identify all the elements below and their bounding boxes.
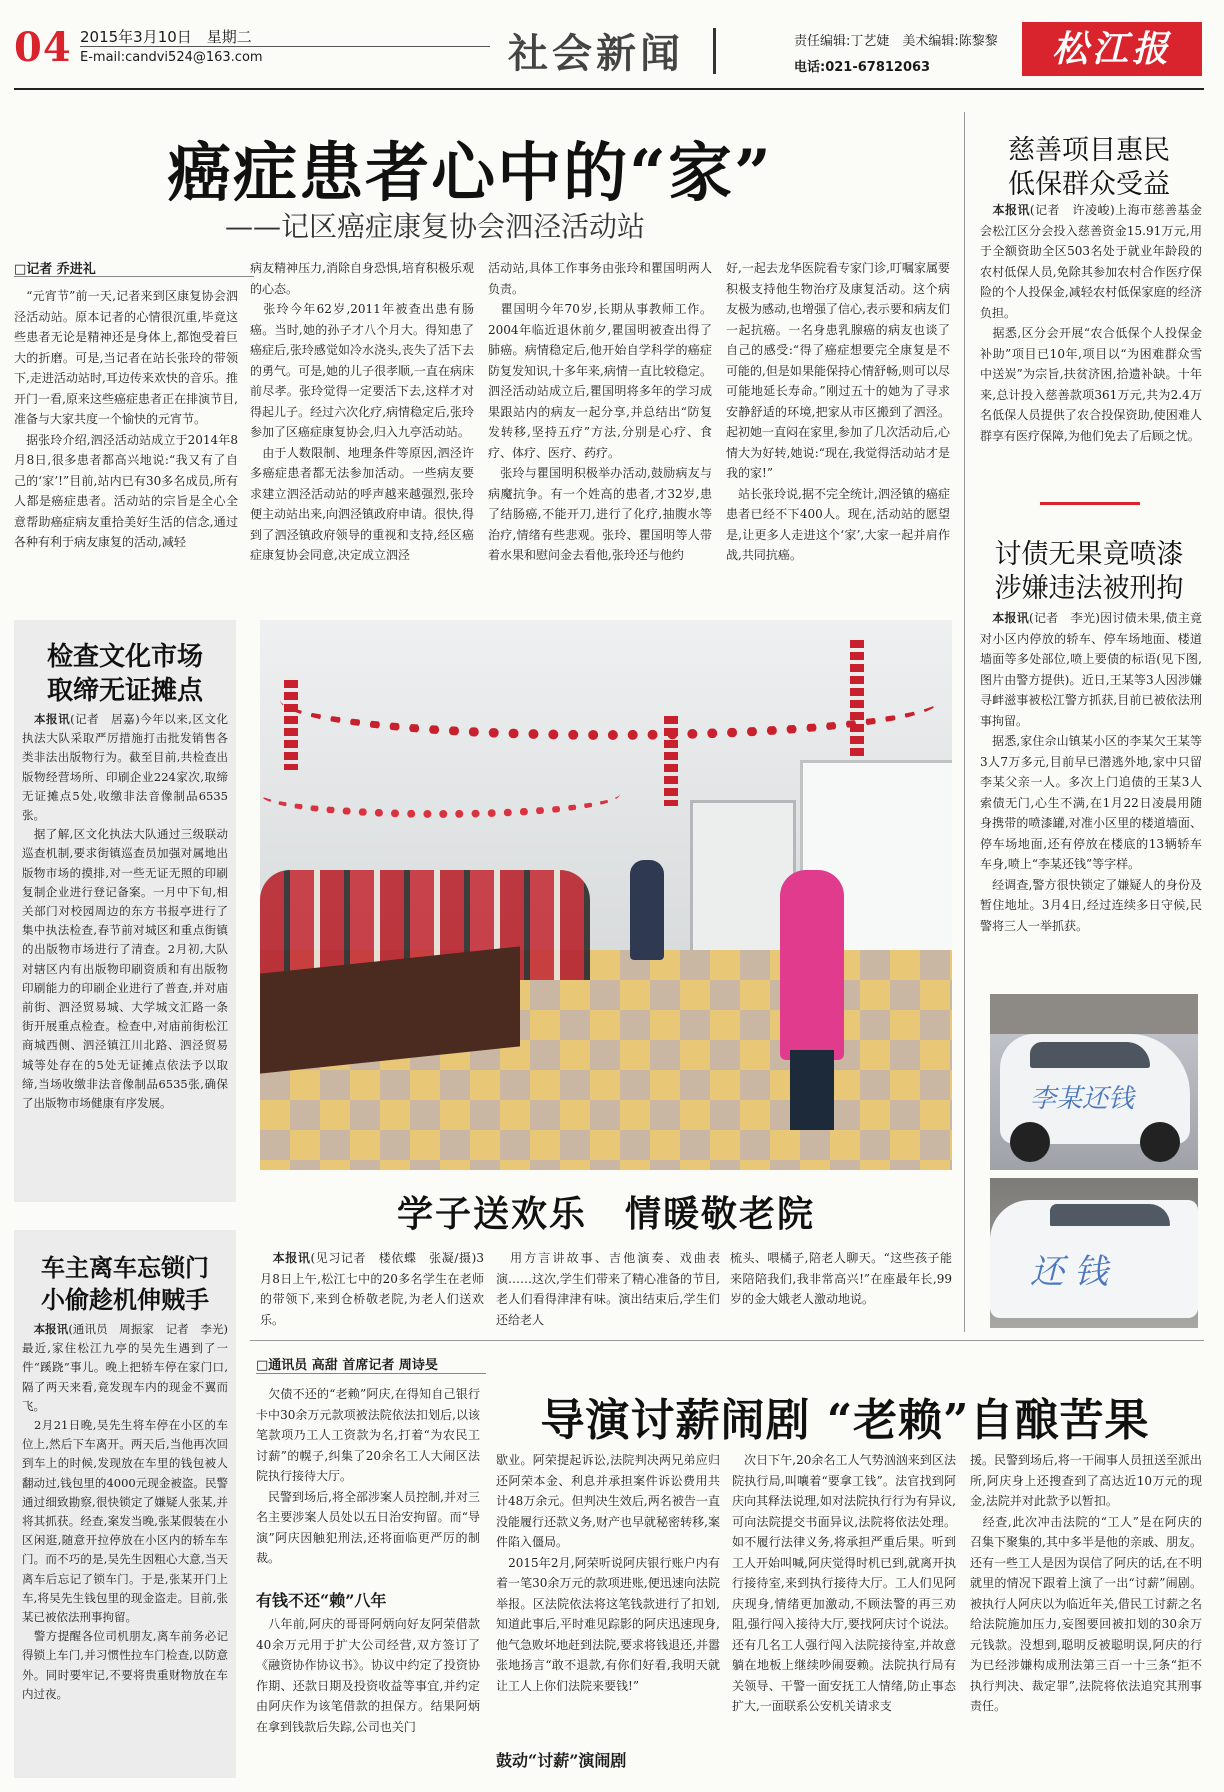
page-number: 04 xyxy=(14,24,72,71)
charity-byline: (记者 许凌峻) xyxy=(1029,203,1115,217)
director-byline: □通讯员 高甜 首席记者 周诗旻 xyxy=(256,1358,438,1373)
editors-line: 责任编辑:丁艺婕 美术编辑:陈黎黎 xyxy=(794,34,998,49)
thief-article xyxy=(22,1320,228,1772)
main-article-col3: 活动站,具体工作事务由张玲和瞿国明两人负责。 瞿国明今年70岁,长期从事教师工作。2004年临近退休前夕,瞿国明被查出得了肺癌。病情稳定后,他开始自学科学的癌症防复发知识,十多年来,病情一直比较稳定。泗泾活动站成立后,瞿国明将多年的学习成果跟站内的病友一起分享,并总结出“防复发转移,坚持五疗”方法,分别是心疗、食疗、体疗、医疗、药疗。 张玲与瞿国明积极举办活动,鼓励病友与病魔抗争。有一个姓高的患者,才32岁,患了结肠癌,不能开刀,进行了化疗,抽腹水等治疗,情绪有些悲观。张玲、瞿国明等人带着水果和慰问金去看他,张玲还与他约 xyxy=(488,261,712,562)
right-column-divider xyxy=(964,112,965,1332)
debt-headline-line1: 讨债无果竟喷漆 xyxy=(994,539,1184,570)
car-wheel xyxy=(1140,1122,1180,1162)
inspection-article xyxy=(22,710,228,1194)
byline-rule xyxy=(14,276,254,277)
thief-byline-label: 本报讯 xyxy=(33,1322,69,1336)
photo-story-text-1: 3月8日上午,松江七中的20多名学生在老师的带领下,来到仓桥敬老院,为老人们送欢乐。 xyxy=(260,1251,484,1327)
car-wheel xyxy=(1010,1122,1050,1162)
car-windshield xyxy=(1030,1042,1150,1068)
thief-text: 最近,家住松江九亭的吴先生遇到了一件“蹊跷”事儿。晚上把轿车停在家门口,隔了两天来看,竟发现车内的现金不翼而飞。 2月21日晚,吴先生将车停在小区的车位上,然后下车离开。两天后,当他再次回到车上的时候,发现放在车里的钱包被人翻动过,钱包里的4000元现金被盗。民警通过细致勘察,很快锁定了嫌疑人张某,并将其抓获。经查,案发当晚,张某假装在小区闲逛,随意开拉停放在小区内的轿车车门。而不巧的是,吴先生因粗心大意,当天离车后忘记了锁车门。于是,张某开门上车,将吴先生钱包里的现金盗走。目前,张某已被依法刑事拘留。 警方提醒各位司机朋友,离车前务必记得锁上车门,并习惯性拉车门检查,以防意外。同时要牢记,不要将贵重财物放在车内过夜。 xyxy=(22,1341,228,1701)
inspection-byline: (记者 居嘉) xyxy=(70,712,140,726)
director-byline-rule xyxy=(256,1373,486,1374)
charity-headline-line1: 慈善项目惠民 xyxy=(1008,135,1170,166)
main-headline: 癌症患者心中的“家” xyxy=(167,136,773,211)
director-col1-top: 欠债不还的“老赖”阿庆,在得知自己银行卡中30余万元款项被法院依法扣划后,以该笔款项乃工人工资款为名,打着“为农民工讨薪”的幌子,纠集了20余名工人大闹区法院执行接待大厅。 民警到场后,将全部涉案人员控制,并对三名主要涉案人员处以五日治安拘留。而“导演”阿庆因触犯刑法,还将面临更严厉的制裁。 xyxy=(256,1387,480,1565)
main-subtitle: ——记区癌症康复协会泗泾活动站 xyxy=(225,210,646,243)
section-divider xyxy=(713,28,716,74)
car-window xyxy=(1050,1204,1170,1226)
red-lantern xyxy=(850,640,864,760)
photo-story-col3: 梳头、喂橘子,陪老人聊天。“这些孩子能来陪陪我们,我非常高兴!”在座最年长,99岁的金大娥老人激动地说。 xyxy=(730,1251,952,1306)
red-lantern xyxy=(284,680,298,770)
photo-girl-legs xyxy=(790,1050,834,1130)
director-col4: 援。民警到场后,将一干闹事人员扭送至派出所,阿庆身上还搜查到了高达近10万元的现金,法院并对此款予以暂扣。 经查,此次冲击法院的“工人”是在阿庆的召集下聚集的,其中多半是他的亲戚、朋友。还有一些工人是因为误信了阿庆的话,在不明就里的情况下跟着上演了一出“讨薪”闹剧。被执行人阿庆以为临近年关,借民工讨薪之名给法院施加压力,妄图要回被扣划的30余万元钱款。没想到,聪明反被聪明误,阿庆的行为已经涉嫌构成刑法第三百一十三条“拒不执行判决、裁定罪”,法院将依法追究其刑事责任。 xyxy=(970,1453,1202,1713)
director-subhead-2: 鼓动“讨薪”演闹剧 xyxy=(496,1751,627,1770)
debt-byline: (记者 李光) xyxy=(1029,611,1100,625)
car-graffiti-photo-2 xyxy=(990,1178,1198,1328)
director-col1-bottom: 八年前,阿庆的哥哥阿炳向好友阿荣借款40余万元用于扩大公司经营,双方签订了《融资协作协议书》。协议中约定了投资协作期、还款日期及投资收益等事宜,并约定由阿庆作为该笔借款的担保方。结果阿炳在拿到钱款后失踪,公司也关门 xyxy=(256,1617,480,1734)
photo-story-byline: (见习记者 楼依蝶 张凝/摄) xyxy=(310,1251,477,1265)
graffiti-text-2: 还钱 xyxy=(1030,1252,1118,1292)
main-byline: □记者 乔进礼 xyxy=(14,262,96,277)
red-garland xyxy=(260,770,620,818)
director-subhead-1: 有钱不还“赖”八年 xyxy=(256,1591,387,1610)
inspection-headline-line1: 检查文化市场 xyxy=(46,642,203,672)
debt-article xyxy=(980,608,1202,990)
email-line: E-mail:candvi524@163.com xyxy=(80,50,263,65)
debt-headline-line2: 涉嫌违法被刑拘 xyxy=(994,573,1184,604)
issue-date: 2015年3月10日 星期二 xyxy=(80,28,252,46)
main-article-col4: 好,一起去龙华医院看专家门诊,叮嘱家属要积极支持他生物治疗及康复活动。这个病友极为感动,也增强了信心,表示要和病友们一起抗癌。一名身患乳腺癌的病友也谈了自己的感受:“得了癌症想要完全康复是不可能的,但是如果能保持心情舒畅,则可以尽可能地延长寿命。”刚过五十的她为了寻求安静舒适的环境,把家从市区搬到了泗泾。起初她一直闷在家里,参加了几次活动后,心情大为好转,她说:“现在,我觉得活动站才是我的家!” 站长张玲说,据不完全统计,泗泾镇的癌症患者已经不下400人。现在,活动站的愿望是,让更多人走进这个‘家’,大家一起并肩作战,共同抗癌。 xyxy=(726,261,950,562)
header-bottom-rule xyxy=(14,88,1204,90)
main-article-col1: “元宵节”前一天,记者来到区康复协会泗泾活动站。原本记者的心情很沉重,毕竟这些患者无论是精神还是身体上,都饱受着巨大的折磨。可是,当记者在站长张玲的带领下,走进活动站时,耳边传来欢快的音乐。推开门一看,原来这些癌症患者正在排演节目,准备与大家共度一个愉快的元宵节。 据张玲介绍,泗泾活动站成立于2014年8月8日,很多患者都高兴地说:“我又有了自己的‘家’!”目前,站内已有30多名成员,所有人都是癌症患者。活动站的宗旨是全心全意帮助癌症病友重拾美好生活的信念,通过各种有利于病友康复的活动,减轻 xyxy=(14,289,238,549)
car-graffiti-photo-1 xyxy=(990,994,1198,1170)
phone-line: 电话:021-67812063 xyxy=(794,60,931,75)
thief-headline-line2: 小偷趁机伸贼手 xyxy=(41,1285,209,1314)
section-title: 社会新闻 xyxy=(508,30,684,77)
inspection-headline-line2: 取缔无证摊点 xyxy=(46,676,203,706)
inspection-byline-label: 本报讯 xyxy=(34,712,71,726)
photo-teacher xyxy=(630,860,664,960)
red-lantern xyxy=(664,716,678,806)
charity-article xyxy=(980,200,1202,490)
charity-headline-line2: 低保群众受益 xyxy=(1008,169,1170,200)
newspaper-logo xyxy=(1022,22,1202,76)
newspaper-logo-text: 松江报 xyxy=(1051,28,1172,70)
charity-text: 上海市慈善基金会松江区分会投入慈善资金15.91万元,用于全额资助全区503名处于就业年龄段的农村低保人员,免除其参加农村合作医疗保险的个人投保金,减轻农村低保家庭的经济负担。 据悉,区分会开展“农合低保个人投保金补助”项目已10年,项目以“为困难群众雪中送炭”为宗旨,扶贫济困,拾遗补缺。十年来,总计投入慈善款项361万元,共为2.4万名低保人员提供了农合投保资助,使困难人群享有医疗保障,为他们免去了后顾之忧。 xyxy=(980,203,1202,443)
inspection-text: 今年以来,区文化执法大队采取严厉措施打击批发销售各类非法出版物行为。截至目前,共检查出版物经营场所、印刷企业224家次,取缔无证摊点5处,收缴非法音像制品6535张。 据了解,区文化执法大队通过三级联动巡查机制,要求街镇巡查员加强对属地出版物市场的摸排,对一些无证无照的印刷复制企业进行登记备案。一月中下旬,相关部门对校园周边的东方书报亭进行了集中执法检查,春节前对城区和重点街镇的出版物市场进行了清查。2月初,大队对辖区内有出版物印刷资质和有出版物印刷能力的印刷企业进行了普查,并对庙前街、泗泾贸易城、大学城文汇路一条街开展重点检查。检查中,对庙前街松江商城西侧、泗泾镇江川北路、泗泾贸易城等处存在的5处无证摊点依法予以取缔,当场收缴非法音像制品6535张,确保了出版物市场健康有序发展。 xyxy=(22,712,228,1111)
charity-byline-label: 本报讯 xyxy=(992,203,1030,217)
debt-byline-label: 本报讯 xyxy=(992,611,1030,625)
graffiti-text-1: 李某还钱 xyxy=(1030,1084,1135,1114)
building-background xyxy=(990,994,1198,1034)
main-article-col2: 病友精神压力,消除自身恐惧,培育积极乐观的心态。 张玲今年62岁,2011年被查出患有肠癌。当时,她的孙子才八个月大。得知患了癌症后,张玲感觉如冷水浇头,丧失了活下去的勇气。可是,她的儿子很孝顺,一直在病床前尽孝。张玲觉得一定要活下去,这样才对得起儿子。经过六次化疗,病情稳定后,张玲参加了区癌症康复协会,归入九亭活动站。 由于人数限制、地理条件等原因,泗泾许多癌症患者都无法参加活动。一些病友要求建立泗泾活动站的呼声越来越强烈,张玲便主动站出来,向泗泾镇政府申请。很快,得到了泗泾镇政府领导的重视和支持,经区癌症康复协会同意,决定成立泗泾 xyxy=(250,261,474,562)
photo-story-headline: 学子送欢乐 情暖敬老院 xyxy=(396,1193,815,1235)
charity-red-rule xyxy=(1040,502,1140,505)
director-col3: 次日下午,20余名工人气势汹汹来到区法院执行局,叫嚷着“要拿工钱”。法官找到阿庆向其释法说理,如对法院执行行为有异议,可向法院提交书面异议,法院将依法处理。如不履行法律义务,将承担严重后果。听到工人开始叫喊,阿庆觉得时机已到,就离开执行接待室,来到执行接待大厅。工人们见阿庆现身,情绪更加激动,不顾法警的再三劝阻,强行闯入接待大厅,要找阿庆讨个说法。还有几名工人强行闯入法院接待室,并故意躺在地板上继续吵闹耍赖。法院执行局有关领导、干警一面安抚工人情绪,防止事态扩大,一面联系公安机关请求支 xyxy=(732,1453,956,1713)
photo-story-col1 xyxy=(260,1248,484,1328)
photo-story-col2: 用方言讲故事、吉他演奏、戏曲表演……这次,学生们带来了精心准备的节目,老人们看得津津有味。演出结束后,学生们还给老人 xyxy=(496,1251,720,1327)
lower-section-rule xyxy=(250,1340,1204,1341)
thief-byline: (通讯员 周振家 记者 李光) xyxy=(68,1322,228,1336)
debt-text: 因讨债未果,债主竟对小区内停放的轿车、停车场地面、楼道墙面等多处部位,喷上要债的标语(见下图,图片由警方提供)。近日,王某等3人因涉嫌寻衅滋事被松江警方抓获,目前已被依法刑事拘留。 据悉,家住佘山镇某小区的李某欠王某等3人7万多元,目前早已潜逃外地,家中只留李某父亲一人。多次上门追债的王某3人索债无门,心生不满,在1月22日凌晨用随身携带的喷漆罐,对准小区里的楼道墙面、停车场地面,还有停放在楼底的13辆轿车车身,喷上“李某还钱”等字样。 经调查,警方很快锁定了嫌疑人的身份及暂住地址。3月4日,经过连续多日守候,民警将三人一举抓获。 xyxy=(980,611,1202,933)
red-garland xyxy=(280,660,940,740)
director-headline: 导演讨薪闹剧 “老赖”自酿苦果 xyxy=(540,1395,1150,1446)
director-col2: 歇业。阿荣提起诉讼,法院判决两兄弟应归还阿荣本金、利息并承担案件诉讼费用共计48万余元。但判决生效后,两名被告一直没能履行还款义务,财产也早就秘密转移,案件陷入僵局。 2015年2月,阿荣听说阿庆银行账户内有着一笔30余万元的款项进账,便迅速向法院举报。区法院依法将这笔钱款进行了扣划,知道此事后,平时难见踪影的阿庆迅速现身,他气急败坏地赶到法院,要求将钱退还,并嚣张地扬言“敢不退款,有你们好看,我明天就让工人上你们法院来要钱!” xyxy=(496,1453,720,1693)
photo-story-byline-label: 本报讯 xyxy=(272,1251,311,1265)
header-rule xyxy=(80,46,490,47)
thief-headline-line1: 车主离车忘锁门 xyxy=(41,1253,209,1282)
nursing-home-photo xyxy=(260,620,952,1170)
photo-girl-singer xyxy=(780,870,844,1060)
